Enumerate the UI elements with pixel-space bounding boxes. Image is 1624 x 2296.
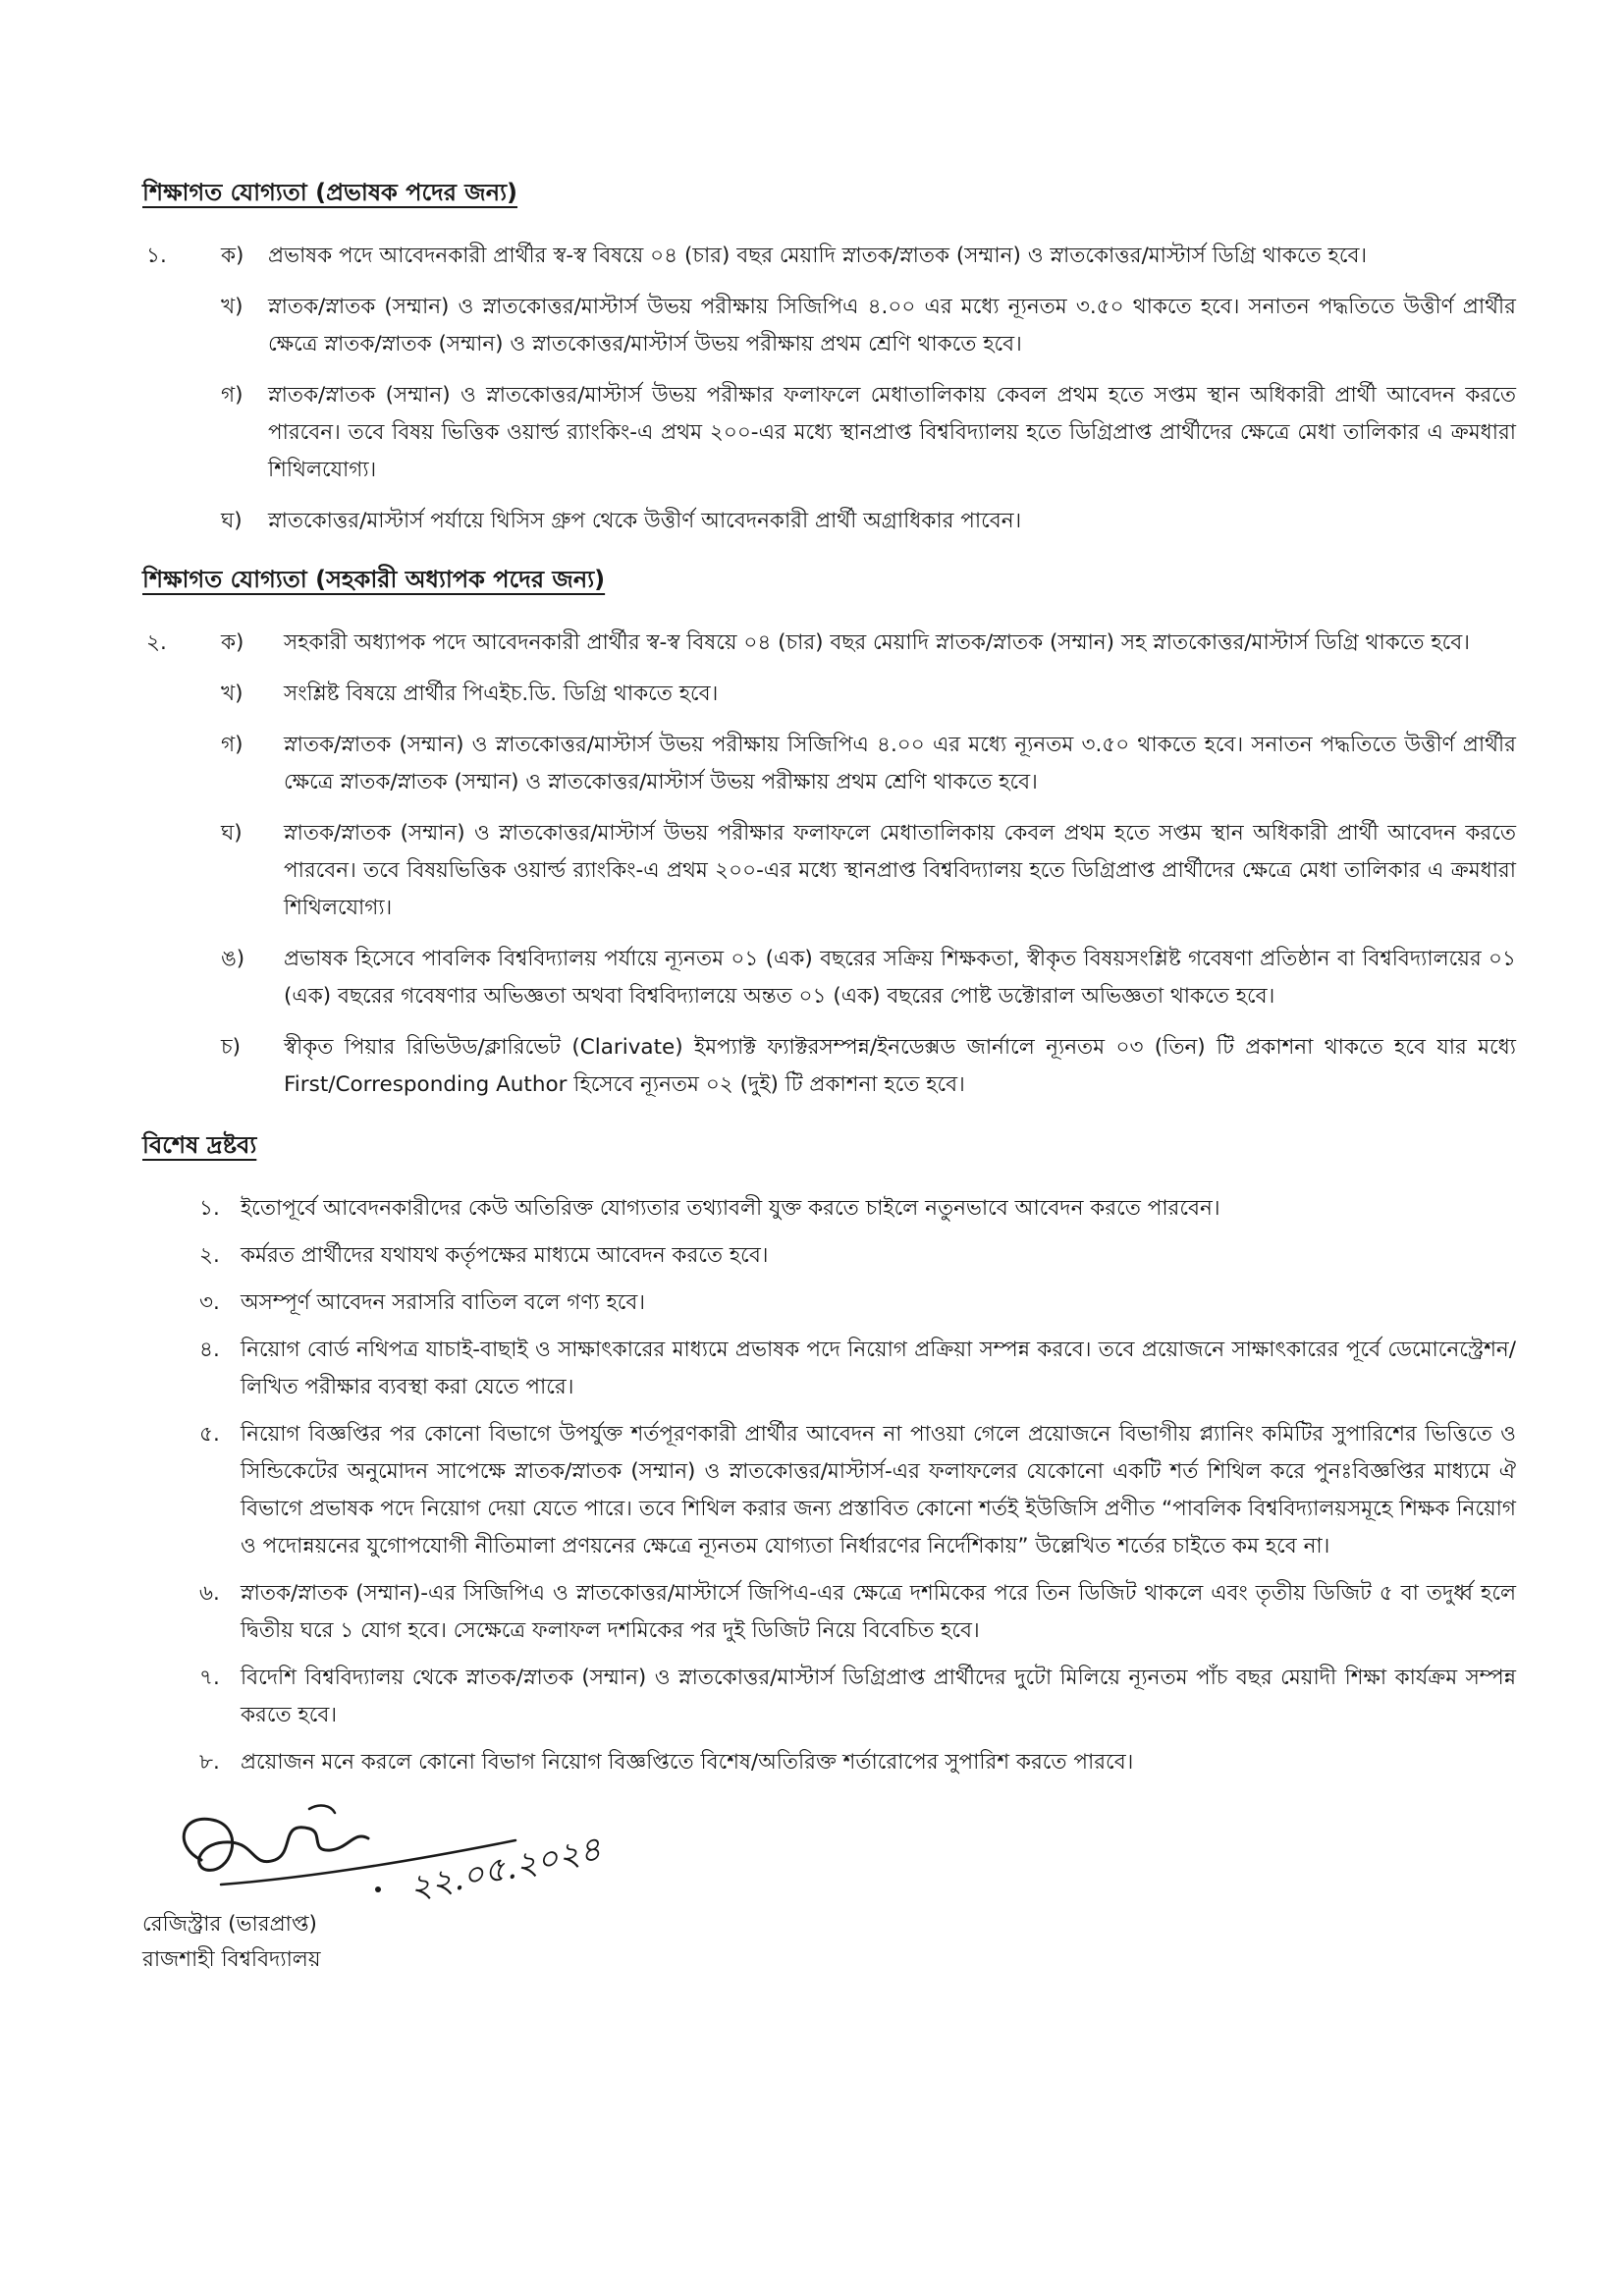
item-number: ২. (146, 630, 167, 655)
note-number: ২. (199, 1243, 220, 1268)
list-item (142, 1285, 1516, 1322)
sub-items (221, 238, 1516, 554)
note-number: ৩. (199, 1290, 220, 1315)
handwritten-signature (162, 1791, 614, 1909)
qualification-item (142, 238, 1516, 554)
sub-item-text: স্নাতক/স্নাতক (সম্মান) ও স্নাতকোত্তর/মাস্টার্স উভয় পরীক্ষার ফলাফলে মেধাতালিকায় কেবল প্রথম হতে সপ্তম স্থান অধিকারী প্রার্থী আবেদন করতে পারবেন। তবে বিষয় ভিত্তিক ওয়ার্ল্ড র‍্যাংকিং-এ প্রথম ২০০-এর মধ্যে স্থানপ্রাপ্ত বিশ্ববিদ্যালয় হতে ডিগ্রিপ্রাপ্ত প্রার্থীদের ক্ষেত্রে মেধা তালিকার এ ক্রমধারা শিথিলযোগ্য। (268, 383, 1516, 482)
list-item (142, 1660, 1516, 1734)
note-number: ৫. (199, 1422, 220, 1447)
note-text: কর্মরত প্রার্থীদের যথাযথ কর্তৃপক্ষের মাধ্যমে আবেদন করতে হবে। (241, 1243, 769, 1268)
signature-block (142, 1791, 1516, 2017)
sub-item-label: খ) (221, 295, 244, 319)
signatory-institution: রাজশাহী বিশ্ববিদ্যালয় (142, 1947, 321, 1972)
note-number: ৪. (199, 1338, 220, 1362)
list-item (142, 1744, 1516, 1781)
list-item (142, 1332, 1516, 1406)
section-heading: শিক্ষাগত যোগ্যতা (প্রভাষক পদের জন্য) (142, 179, 518, 206)
list-item (142, 1237, 1516, 1275)
sub-item-text: স্নাতক/স্নাতক (সম্মান) ও স্নাতকোত্তর/মাস্টার্স উভয় পরীক্ষায় সিজিপিএ ৪.০০ এর মধ্যে ন্যূনতম ৩.৫০ থাকতে হবে। সনাতন পদ্ধতিতে উত্তীর্ণ প্রার্থীর ক্ষেত্রে স্নাতক/স্নাতক (সম্মান) ও স্নাতকোত্তর/মাস্টার্স উভয় পরীক্ষায় প্রথম শ্রেণি থাকতে হবে। (284, 733, 1516, 794)
item-number: ১. (146, 244, 167, 268)
sub-item-text: প্রভাষক পদে আবেদনকারী প্রার্থীর স্ব-স্ব বিষয়ে ০৪ (চার) বছর মেয়াদি স্নাতক/স্নাতক (সম্মান) ও স্নাতকোত্তর/মাস্টার্স ডিগ্রি থাকতে হবে। (268, 244, 1368, 268)
sub-item-text: স্নাতক/স্নাতক (সম্মান) ও স্নাতকোত্তর/মাস্টার্স উভয় পরীক্ষার ফলাফলে মেধাতালিকায় কেবল প্রথম হতে সপ্তম স্থান অধিকারী প্রার্থী আবেদন করতে পারবেন। তবে বিষয়ভিত্তিক ওয়ার্ল্ড র‍্যাংকিং-এ প্রথম ২০০-এর মধ্যে স্থানপ্রাপ্ত বিশ্ববিদ্যালয় হতে ডিগ্রিপ্রাপ্ত প্রার্থীদের ক্ষেত্রে মেধা তালিকার এ ক্রমধারা শিথিলযোগ্য। (284, 821, 1516, 920)
note-text: স্নাতক/স্নাতক (সম্মান)-এর সিজিপিএ ও স্নাতকোত্তর/মাস্টার্সে জিপিএ-এর ক্ষেত্রে দশমিকের পরে তিন ডিজিট থাকলে এবং তৃতীয় ডিজিট ৫ বা তদুর্ধ্ব হলে দ্বিতীয় ঘরে ১ যোগ হবে। সেক্ষেত্রে ফলাফল দশমিকের পর দুই ডিজিট নিয়ে বিবেচিত হবে। (241, 1581, 1516, 1643)
sub-item-label: ক) (221, 630, 244, 655)
sub-item (221, 625, 1516, 662)
signatory-title (142, 1907, 321, 1978)
list-item (142, 1190, 1516, 1228)
sub-item-label: ঘ) (221, 509, 243, 533)
sub-item (221, 503, 1516, 540)
sub-item (221, 289, 1516, 363)
note-number: ১. (199, 1196, 220, 1221)
signatory-designation: রেজিস্ট্রার (ভারপ্রাপ্ত) (142, 1912, 317, 1937)
note-text: নিয়োগ বিজ্ঞপ্তির পর কোনো বিভাগে উপর্যুক্ত শর্তপূরণকারী প্রার্থীর আবেদন না পাওয়া গেলে প্রয়োজনে বিভাগীয় প্ল্যানিং কমিটির সুপারিশের ভিত্তিতে ও সিন্ডিকেটের অনুমোদন সাপেক্ষে স্নাতক/স্নাতক (সম্মান) ও স্নাতকোত্তর/মাস্টার্স-এর ফলাফলের যেকোনো একটি শর্ত শিথিল করে পুনঃবিজ্ঞপ্তির মাধ্যমে ঐ বিভাগে প্রভাষক পদে নিয়োগ দেয়া যেতে পারে। তবে শিথিল করার জন্য প্রস্তাবিত কোনো শর্তই ইউজিসি প্রণীত “পাবলিক বিশ্ববিদ্যালয়সমূহে শিক্ষক নিয়োগ ও পদোন্নয়নের যুগোপযোগী নীতিমালা প্রণয়নের ক্ষেত্রে ন্যূনতম যোগ্যতা নির্ধারণের নির্দেশিকায়” উল্লেখিত শর্তের চাইতে কম হবে না। (241, 1422, 1516, 1558)
note-text: অসম্পূর্ণ আবেদন সরাসরি বাতিল বলে গণ্য হবে। (241, 1290, 646, 1315)
sub-item (221, 676, 1516, 713)
sub-item (221, 727, 1516, 801)
sub-item (221, 815, 1516, 927)
sub-item (221, 377, 1516, 489)
sub-item-label: চ) (221, 1035, 241, 1060)
sub-item-text: সংশ্লিষ্ট বিষয়ে প্রার্থীর পিএইচ.ডি. ডিগ্রি থাকতে হবে। (284, 682, 719, 706)
sub-item-label: গ) (221, 383, 244, 408)
sub-item (221, 941, 1516, 1015)
note-text: প্রয়োজন মনে করলে কোনো বিভাগ নিয়োগ বিজ্ঞপ্তিতে বিশেষ/অতিরিক্ত শর্তারোপের সুপারিশ করতে পারবে। (241, 1750, 1134, 1775)
section-lecturer-qualifications (142, 175, 1516, 554)
note-number: ৭. (199, 1666, 220, 1690)
list-item (142, 1416, 1516, 1565)
sub-item (221, 1029, 1516, 1104)
notes-list (142, 1190, 1516, 1781)
sub-items (221, 625, 1516, 1118)
note-text: নিয়োগ বোর্ড নথিপত্র যাচাই-বাছাই ও সাক্ষাৎকারের মাধ্যমে প্রভাষক পদে নিয়োগ প্রক্রিয়া সম্পন্ন করবে। তবে প্রয়োজনে সাক্ষাৎকারের পূর্বে ডেমোনেস্ট্রেশন/লিখিত পরীক্ষার ব্যবস্থা করা যেতে পারে। (241, 1338, 1516, 1399)
sub-item-label: গ) (221, 733, 244, 757)
section-assistant-professor-qualifications (142, 562, 1516, 1118)
qualification-item (142, 625, 1516, 1118)
list-item (142, 1575, 1516, 1650)
section-heading: বিশেষ দ্রষ্টব্য (142, 1131, 257, 1159)
sub-item-text: স্নাতকোত্তর/মাস্টার্স পর্যায়ে থিসিস গ্রুপ থেকে উত্তীর্ণ আবেদনকারী প্রার্থী অগ্রাধিকার পাবেন। (268, 509, 1022, 533)
sub-item-text: স্বীকৃত পিয়ার রিভিউড/ক্লারিভেট (Clarivate) ইমপ্যাক্ট ফ্যাক্টরসম্পন্ন/ইনডেক্সড জার্নালে ন্যূনতম ০৩ (তিন) টি প্রকাশনা থাকতে হবে যার মধ্যে First/Corresponding Author হিসেবে ন্যূনতম ০২ (দুই) টি প্রকাশনা হতে হবে। (284, 1035, 1516, 1097)
note-text: বিদেশি বিশ্ববিদ্যালয় থেকে স্নাতক/স্নাতক (সম্মান) ও স্নাতকোত্তর/মাস্টার্স ডিগ্রিপ্রাপ্ত প্রার্থীদের দুটো মিলিয়ে ন্যূনতম পাঁচ বছর মেয়াদী শিক্ষা কার্যক্রম সম্পন্ন করতে হবে। (241, 1666, 1516, 1727)
sub-item-label: ঙ) (221, 947, 245, 971)
note-number: ৬. (199, 1581, 220, 1606)
handwritten-date: ২২.০৫.২০২৪ (406, 1829, 605, 1909)
sub-item (221, 238, 1516, 275)
sub-item-label: ঘ) (221, 821, 243, 846)
sub-item-label: খ) (221, 682, 244, 706)
note-text: ইতোপূর্বে আবেদনকারীদের কেউ অতিরিক্ত যোগ্যতার তথ্যাবলী যুক্ত করতে চাইলে নতুনভাবে আবেদন করতে পারবেন। (241, 1196, 1220, 1221)
sub-item-text: স্নাতক/স্নাতক (সম্মান) ও স্নাতকোত্তর/মাস্টার্স উভয় পরীক্ষায় সিজিপিএ ৪.০০ এর মধ্যে ন্যূনতম ৩.৫০ থাকতে হবে। সনাতন পদ্ধতিতে উত্তীর্ণ প্রার্থীর ক্ষেত্রে স্নাতক/স্নাতক (সম্মান) ও স্নাতকোত্তর/মাস্টার্স উভয় পরীক্ষায় প্রথম শ্রেণি থাকতে হবে। (268, 295, 1516, 356)
note-number: ৮. (199, 1750, 220, 1775)
sub-item-label: ক) (221, 244, 244, 268)
sub-item-text: সহকারী অধ্যাপক পদে আবেদনকারী প্রার্থীর স্ব-স্ব বিষয়ে ০৪ (চার) বছর মেয়াদি স্নাতক/স্নাতক (সম্মান) সহ স্নাতকোত্তর/মাস্টার্স ডিগ্রি থাকতে হবে। (284, 630, 1470, 655)
section-heading: শিক্ষাগত যোগ্যতা (সহকারী অধ্যাপক পদের জন্য) (142, 566, 606, 593)
sub-item-text: প্রভাষক হিসেবে পাবলিক বিশ্ববিদ্যালয় পর্যায়ে ন্যূনতম ০১ (এক) বছরের সক্রিয় শিক্ষকতা, স্বীকৃত বিষয়সংশ্লিষ্ট গবেষণা প্রতিষ্ঠান বা বিশ্ববিদ্যালয়ের ০১ (এক) বছরের গবেষণার অভিজ্ঞতা অথবা বিশ্ববিদ্যালয়ে অন্তত ০১ (এক) বছরের পোষ্ট ডক্টোরাল অভিজ্ঞতা থাকতে হবে। (284, 947, 1516, 1009)
special-notes-section (142, 1127, 1516, 1781)
